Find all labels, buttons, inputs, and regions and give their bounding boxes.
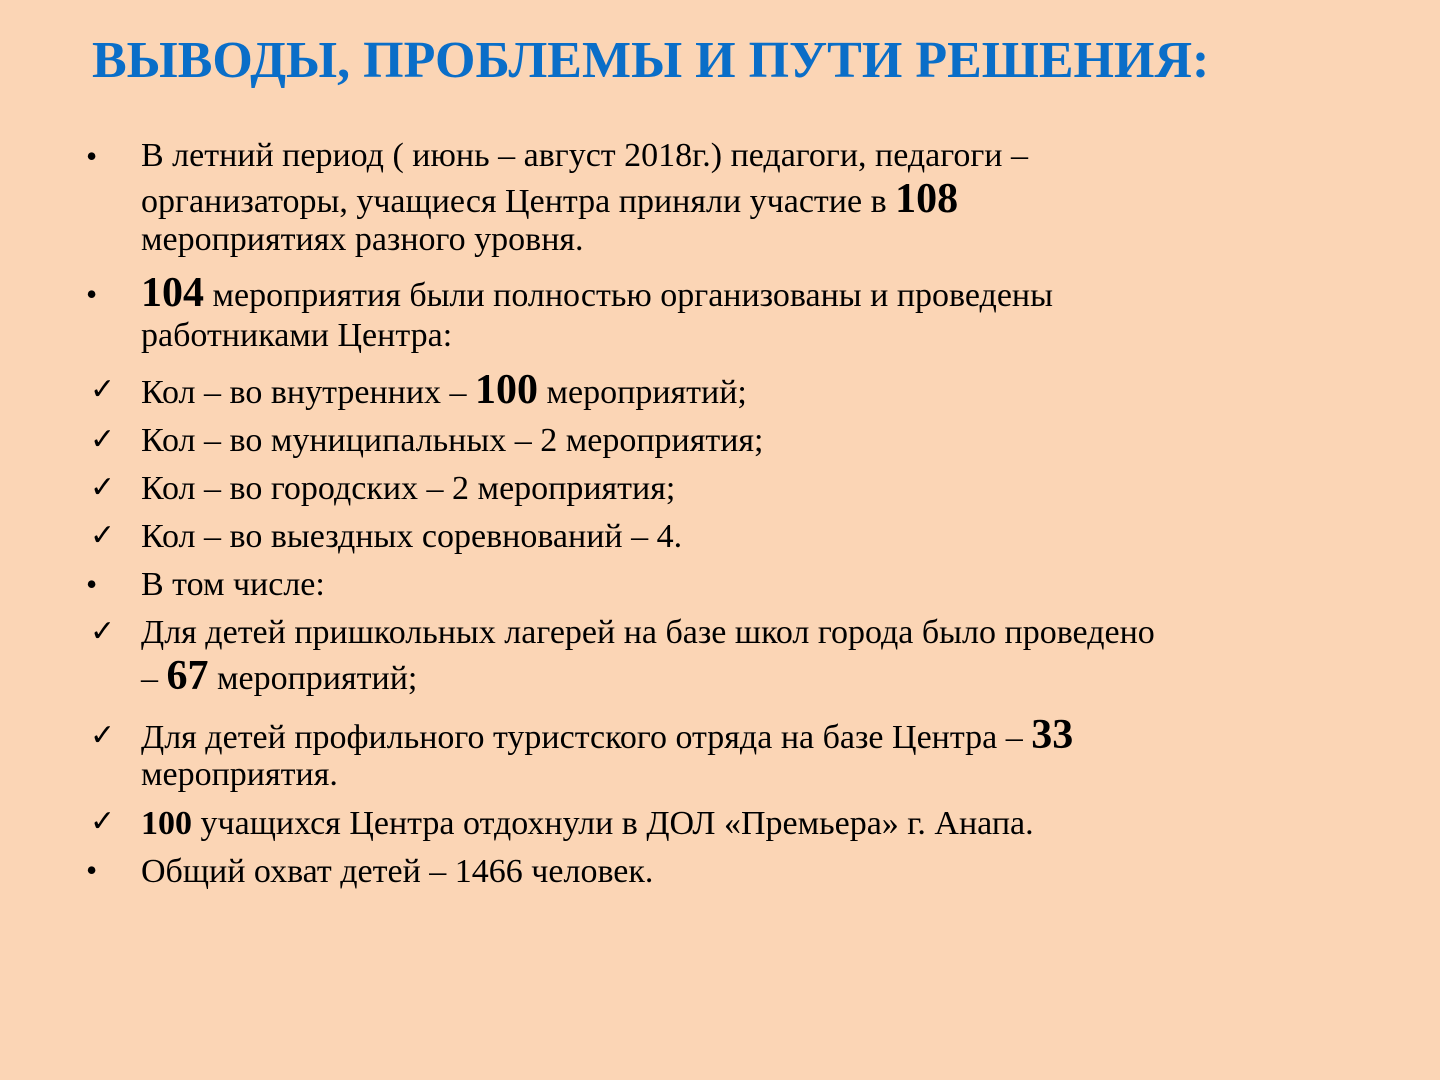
list-item-text bbox=[141, 366, 1371, 414]
list-item-line bbox=[141, 654, 1371, 700]
highlight-number: 33 bbox=[1031, 712, 1074, 758]
list-item-line bbox=[141, 176, 1371, 222]
list-item-line: мероприятия. bbox=[141, 756, 338, 793]
checkmark-icon: ✓ bbox=[90, 615, 116, 648]
bullet-icon: • bbox=[86, 852, 98, 888]
list-item-text bbox=[141, 802, 1371, 846]
list-item-line: В летний период ( июнь – август 2018г.) педагоги, педагоги – bbox=[141, 137, 1029, 174]
list-item-text bbox=[141, 136, 1371, 262]
list-item-line: Кол – во муниципальных – 2 мероприятия; bbox=[141, 422, 764, 459]
list-item-line: В том числе: bbox=[141, 566, 325, 603]
list-item-text bbox=[141, 420, 1371, 462]
list-item-segment: Кол – во внутренних – bbox=[141, 374, 476, 411]
list-item-line: мероприятиях разного уровня. bbox=[141, 221, 584, 258]
list-item-segment: учащихся Центра отдохнули в ДОЛ «Премьера» г. Анапа. bbox=[192, 805, 1034, 842]
checkmark-icon: ✓ bbox=[90, 519, 116, 552]
list-item-line bbox=[141, 802, 1371, 846]
list-item-text bbox=[141, 516, 1371, 558]
list-item-segment: – bbox=[141, 660, 167, 697]
list-item-text bbox=[141, 612, 1371, 700]
checkmark-icon: ✓ bbox=[90, 719, 116, 752]
highlight-number: 108 bbox=[895, 176, 959, 222]
list-item-line bbox=[141, 366, 1371, 414]
list-item-line: Общий охват детей – 1466 человек. bbox=[141, 853, 654, 890]
list-item-segment: мероприятий; bbox=[538, 374, 747, 411]
list-item-segment: Для детей профильного туристского отряда на базе Центра – bbox=[141, 719, 1032, 756]
highlight-number: 100 bbox=[141, 805, 192, 842]
checkmark-icon: ✓ bbox=[90, 373, 116, 406]
list-item-text bbox=[141, 710, 1371, 798]
list-item-line bbox=[141, 710, 1371, 758]
bullet-icon: • bbox=[86, 566, 98, 602]
slide-title: ВЫВОДЫ, ПРОБЛЕМЫ И ПУТИ РЕШЕНИЯ: bbox=[92, 32, 1210, 89]
list-item-line: Для детей пришкольных лагерей на базе школ города было проведено bbox=[141, 614, 1155, 651]
list-item-segment: мероприятий; bbox=[208, 660, 418, 697]
bullet-icon: • bbox=[86, 276, 98, 312]
highlight-number: 100 bbox=[475, 367, 539, 413]
checkmark-icon: ✓ bbox=[90, 471, 116, 504]
checkmark-icon: ✓ bbox=[90, 423, 116, 456]
highlight-number: 67 bbox=[166, 653, 209, 699]
list-item-line: Кол – во выездных соревнований – 4. bbox=[141, 518, 683, 555]
list-item-text bbox=[141, 850, 1371, 894]
list-item-segment: мероприятия были полностью организованы и проведены bbox=[204, 277, 1053, 314]
list-item-text bbox=[141, 468, 1371, 510]
list-item-line: работниками Центра: bbox=[141, 317, 453, 354]
checkmark-icon: ✓ bbox=[90, 805, 116, 838]
list-item-text bbox=[141, 270, 1371, 356]
list-item-line: Кол – во городских – 2 мероприятия; bbox=[141, 470, 676, 507]
bullet-icon: • bbox=[86, 138, 98, 174]
highlight-number: 104 bbox=[141, 270, 204, 316]
list-item-text bbox=[141, 564, 1371, 606]
list-item-line bbox=[141, 270, 1371, 316]
list-item-segment: организаторы, учащиеся Центра приняли участие в bbox=[141, 183, 896, 220]
